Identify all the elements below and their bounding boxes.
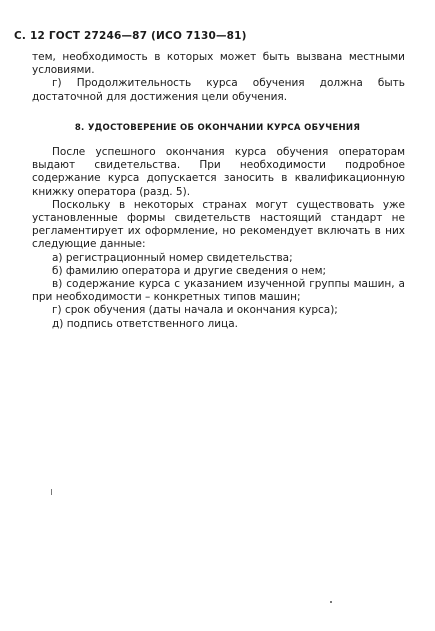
scan-speck — [51, 489, 52, 495]
section-heading: 8. УДОСТОВЕРЕНИЕ ОБ ОКОНЧАНИИ КУРСА ОБУЧЕНИЯ — [74, 123, 361, 133]
scan-speck — [330, 601, 332, 603]
section-paragraph-2: Поскольку в некоторых странах могут существовать уже установленные формы свидетельств настоящий стандарт не регламентирует их оформление, но рекомендует включать в них следующие данные: — [32, 198, 405, 251]
section-paragraph-1: После успешного окончания курса обучения операторам выдают свидетельства. При необходимости подробное содержание курса допускается заносить в квалификационную книжку оператора (разд. 5). — [32, 146, 405, 198]
list-item-b: б) фамилию оператора и другие сведения о нем; — [52, 264, 327, 277]
intro-block — [32, 51, 405, 104]
list-item-d: д) подпись ответственного лица. — [52, 317, 238, 330]
intro-item-g: г) Продолжительность курса обучения должна быть достаточной для достижения цели обучения. — [32, 77, 405, 103]
page-header: С. 12 ГОСТ 27246—87 (ИСО 7130—81) — [14, 30, 247, 42]
list-item-g: г) срок обучения (даты начала и окончания курса); — [52, 304, 338, 317]
list-item-a: а) регистрационный номер свидетельства; — [52, 251, 293, 264]
section-body — [32, 146, 405, 331]
list-item-v: в) содержание курса с указанием изученной группы машин, а при необходимости – конкретных типов машин; — [32, 278, 405, 304]
intro-continuation: тем, необходимость в которых может быть вызвана местными условиями. — [32, 51, 405, 77]
